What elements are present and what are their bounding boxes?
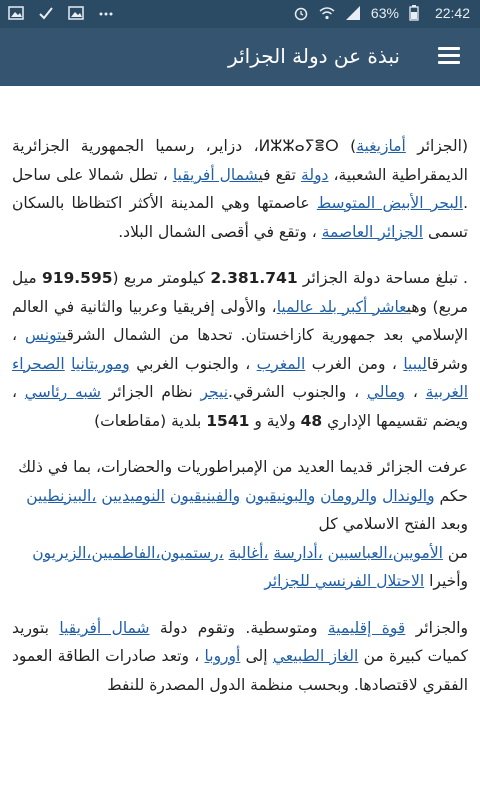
link-phoenicians[interactable]: والفينيقيون <box>169 486 241 505</box>
link-amazigh[interactable]: أمازيغية <box>356 137 406 155</box>
link-semi-presidential[interactable]: شبه رئاسي <box>24 383 101 401</box>
text: ، وشرقا <box>12 326 468 373</box>
link-mauritania[interactable]: وموريتانيا <box>71 354 130 373</box>
link-mali[interactable]: ومالي <box>366 383 406 401</box>
link-vandals[interactable]: والوندال <box>382 486 435 505</box>
signal-icon <box>345 5 361 21</box>
text: ، وتقع في أقصى الشمال البلاد. <box>118 222 322 241</box>
link-tunisia[interactable]: تونس <box>25 326 62 344</box>
text: عاصمتها وهي المدينة الأكثر اكتظاظا بالسكان تسمى <box>12 194 468 241</box>
link-idrisids[interactable]: ،أدارسة <box>273 543 323 562</box>
geography-paragraph <box>0 264 480 435</box>
text: (الجزائر <box>405 137 469 155</box>
link-romans[interactable]: والرومان <box>320 486 378 505</box>
text: ، ويضم تقسيمها الإداري <box>12 383 468 430</box>
text: تقع في <box>258 165 302 184</box>
link-rustamids[interactable]: ،رستميون <box>160 543 224 562</box>
text: ، وتعد صادرات الطاقة العمود الفقري لاقتصادها. وبحسب منظمة الدول المصدرة للنفط <box>12 647 468 694</box>
intro-paragraph <box>0 132 480 246</box>
link-tenth-largest[interactable]: عاشر أكبر بلد عالميا <box>276 297 407 316</box>
text: بتوريد كميات كبيرة من <box>12 618 468 665</box>
link-zirids[interactable]: ،الزيريون <box>32 543 92 562</box>
battery-percent: 63% <box>370 5 399 21</box>
history-paragraph <box>0 453 480 596</box>
image-icon <box>68 5 84 21</box>
link-niger[interactable]: نيجر <box>200 383 229 401</box>
area-mi: 919.595 <box>41 269 113 287</box>
dots-icon <box>98 5 114 21</box>
link-algiers[interactable]: الجزائر العاصمة <box>321 222 424 241</box>
text: والجزائر <box>405 618 468 637</box>
text: ، دزاير، رسميا الجمهورية الجزائرية الديمقراطية الشعبية، <box>12 137 468 184</box>
text: بلدية (مقاطعات) <box>94 411 207 430</box>
link-mediterranean[interactable]: البحر الأبيض المتوسط <box>316 194 464 212</box>
alarm-icon <box>293 5 309 21</box>
text: إلى <box>240 647 273 665</box>
text: ولاية و <box>249 411 301 430</box>
link-numidians[interactable]: النوميديين <box>101 486 165 505</box>
link-north-africa[interactable]: شمال أفريقيا <box>172 165 259 184</box>
text: حكم <box>434 486 468 505</box>
link-regional-power[interactable]: قوة إقليمية <box>327 618 406 637</box>
text: ) <box>338 137 357 155</box>
link-morocco[interactable]: المغرب <box>256 354 306 373</box>
area-km: 2.381.741 <box>210 269 298 287</box>
link-western-sahara[interactable]: الصحراء الغربية <box>12 354 469 401</box>
text: ، ومن الغرب <box>305 354 404 373</box>
economy-paragraph <box>0 614 480 700</box>
link-europe[interactable]: أوروبا <box>204 647 241 665</box>
tifinagh-name: ⵍⵣⵣⴰⵢⴻⵔ <box>258 137 339 155</box>
text: كيلومتر مربع ( <box>112 269 211 287</box>
text: وأخيرا <box>424 572 468 590</box>
wifi-icon <box>319 5 335 21</box>
text: عرفت الجزائر قديما العديد من الإمبراطوريات والحضارات، بما في ذلك <box>18 458 468 476</box>
link-umayyads[interactable]: الأمويين <box>392 543 443 562</box>
link-french-occupation[interactable]: الاحتلال الفرنسي للجزائر <box>264 572 425 590</box>
link-fatimids[interactable]: ،الفاطميين <box>91 543 161 562</box>
status-bar <box>0 0 480 28</box>
communes-count: 1541 <box>206 411 250 430</box>
text: ، والجنوب الشرقي. <box>228 383 367 401</box>
battery-icon <box>409 5 425 21</box>
page-title: نبذة عن دولة الجزائر <box>228 44 400 68</box>
link-north-africa-2[interactable]: شمال أفريقيا <box>59 618 150 637</box>
hamburger-menu-icon[interactable] <box>438 47 460 65</box>
text: ، تطل شمالا على ساحل . <box>12 165 468 212</box>
text: نظام الجزائر <box>101 383 201 401</box>
link-abbasids[interactable]: ،العباسيين <box>327 543 393 562</box>
text: ميل مربع) وهي <box>12 269 468 316</box>
link-byzantines[interactable]: ،البيزنطيين <box>26 486 97 505</box>
wilayas-count: 48 <box>300 411 323 430</box>
text: ، والجنوب الغربي <box>129 354 257 373</box>
link-dawla[interactable]: دولة <box>301 165 329 184</box>
text: . تبلغ مساحة دولة الجزائر <box>297 269 468 287</box>
image-icon <box>8 5 24 21</box>
link-natural-gas[interactable]: الغاز الطبيعي <box>272 647 359 665</box>
text: وبعد الفتح الاسلامي كل <box>318 515 468 533</box>
check-icon <box>38 5 54 21</box>
history-line-2 <box>12 539 468 568</box>
link-punics[interactable]: والبونيقيون <box>245 486 316 505</box>
text: ، والأولى إفريقيا وعربيا والثانية في العالم الإسلامي بعد جمهورية كازاخستان. تحدها من الشمال الشرقي <box>12 297 468 344</box>
link-libya[interactable]: ليبيا <box>403 354 427 373</box>
link-aghlabids[interactable]: ،أغالبة <box>228 543 269 562</box>
text: ، <box>405 383 426 401</box>
app-bar <box>0 28 480 86</box>
clock: 22:42 <box>434 5 470 21</box>
text: من <box>442 543 468 562</box>
history-line-1 <box>12 482 468 511</box>
text: ومتوسطية. وتقوم دولة <box>149 618 328 637</box>
article-content <box>0 86 480 800</box>
